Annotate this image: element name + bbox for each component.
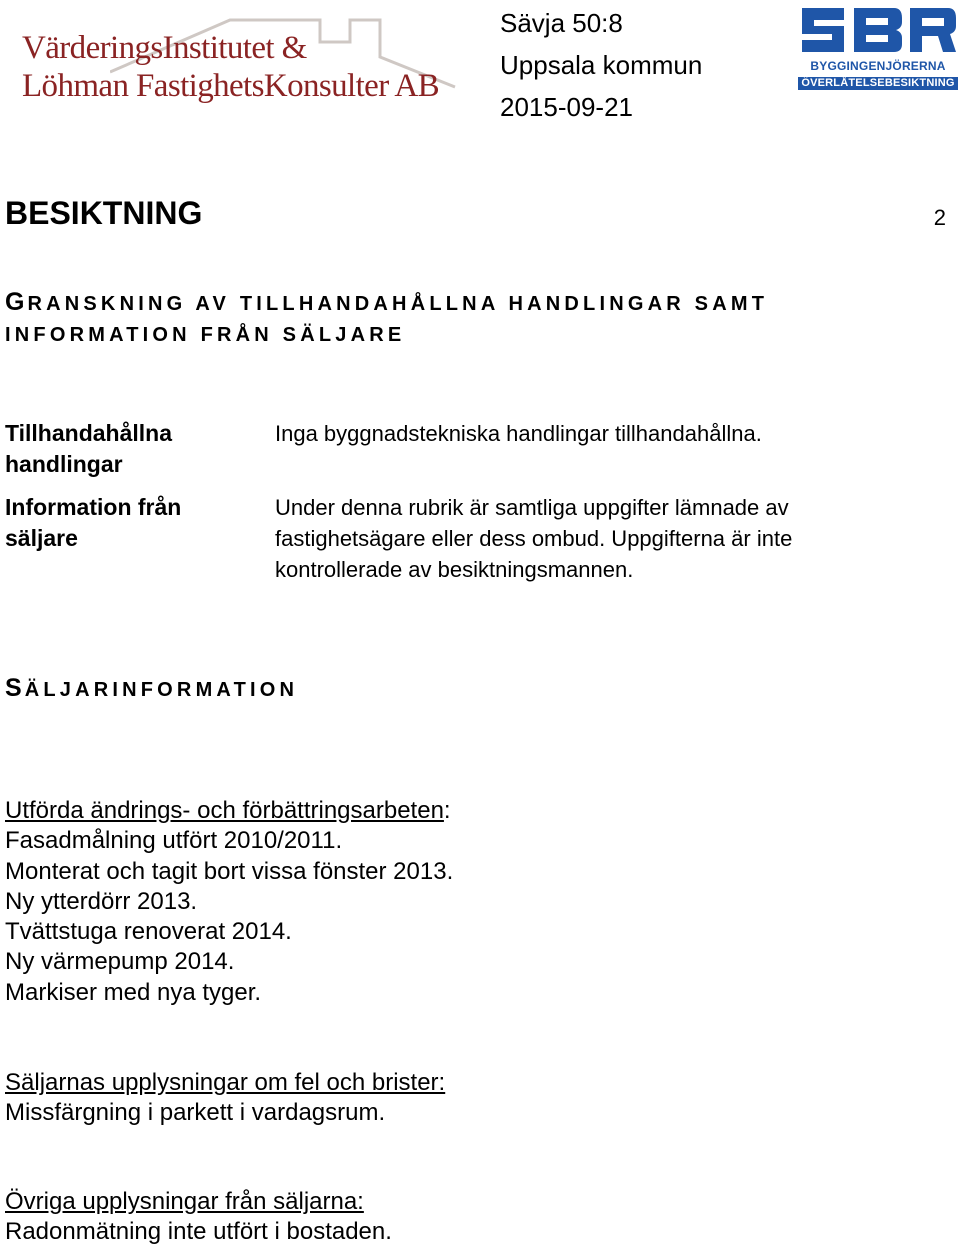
logo-line-1: VärderingsInstitutet & [22,30,307,66]
list-item: Radonmätning inte utfört i bostaden. [5,1218,392,1246]
list-item: Ny värmepump 2014. [5,948,235,976]
page-number: 2 [933,205,946,230]
section-heading-initial: S [5,674,25,702]
list-item: Tvättstuga renoverat 2014. [5,918,292,946]
sbr-monogram-icon [798,4,958,56]
label-seller-information: Information från säljare [5,494,182,551]
other-info-block [5,1187,392,1248]
list-item: Fasadmålning utfört 2010/2011. [5,827,343,855]
inspection-date: 2015-09-21 [500,92,633,122]
logo-line-2: Löhman FastighetsKonsulter AB [22,68,440,104]
other-info-heading: Övriga upplysningar från säljarna: [5,1188,364,1215]
sbr-logo-line-2: ÖVERLÅTELSEBESIKTNING [798,77,958,90]
sbr-logo [798,4,958,92]
section-heading-rest: RANSKNING AV TILLHANDAHÅLLNA HANDLINGAR SAMT [27,293,769,315]
sbr-logo-line-1: BYGGINGENJÖRERNA [810,59,946,73]
text-seller-information: Under denna rubrik är samtliga uppgifter lämnade av fastighetsägare eller dess ombud. Uppgifterna är inte kontrollerade av besiktningsmannen. [275,495,793,582]
section-heading-seller [5,674,298,703]
defects-block [5,1068,445,1129]
list-item: Monterat och tagit bort vissa fönster 2013. [5,857,454,885]
property-designation: Sävja 50:8 [500,8,623,38]
municipality: Uppsala kommun [500,50,703,80]
text-provided-documents: Inga byggnadstekniska handlingar tillhandahållna. [275,421,762,446]
list-item: Ny ytterdörr 2013. [5,887,198,915]
improvements-block [5,796,453,1008]
company-logo-left [0,12,470,108]
list-item: Missfärgning i parkett i vardagsrum. [5,1099,386,1127]
page-title: BESIKTNING [5,195,203,231]
section-heading-review-line2: INFORMATION FRÅN SÄLJARE [5,324,406,346]
section-heading-rest: ÄLJARINFORMATION [24,679,299,701]
label-provided-documents: Tillhandahållna handlingar [5,420,172,477]
section-heading-review [5,288,768,317]
defects-heading: Säljarnas upplysningar om fel och brister: [5,1069,446,1096]
improvements-heading: Utförda ändrings- och förbättringsarbeten: [5,797,451,824]
section-heading-initial: G [5,288,28,316]
list-item: Markiser med nya tyger. [5,978,262,1006]
